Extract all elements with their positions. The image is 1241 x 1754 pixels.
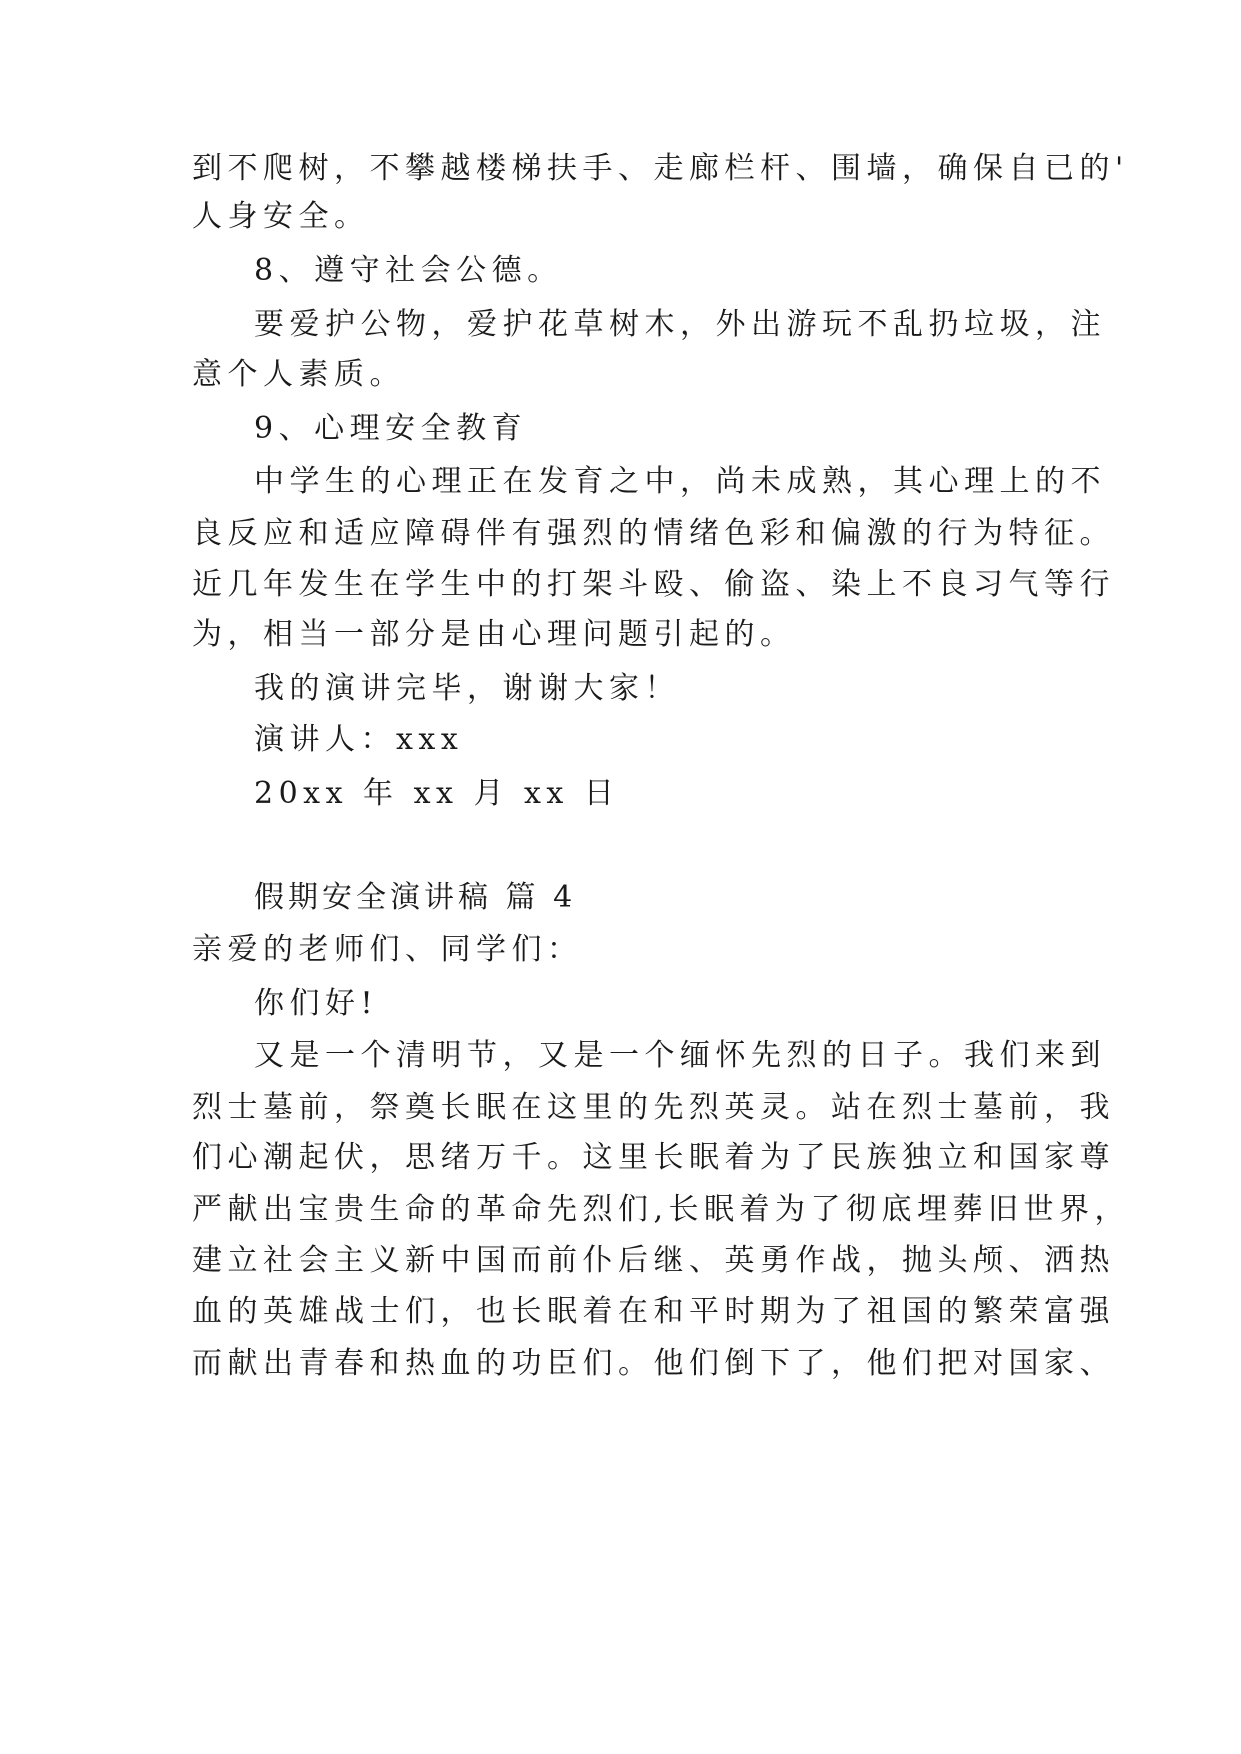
section-heading-9: 9、心理安全教育 [254,411,528,446]
paragraph-line: 严献出宝贵生命的革命先烈们,长眠着为了彻底埋葬旧世界， [192,1192,1131,1227]
article-title: 假期安全演讲稿 篇 4 [254,880,577,915]
salutation: 亲爱的老师们、同学们： [192,932,583,967]
paragraph-line: 中学生的心理正在发育之中，尚未成熟，其心理上的不 [254,464,1106,499]
paragraph-line: 烈士墓前，祭奠长眠在这里的先烈英灵。站在烈士墓前，我 [192,1090,1115,1125]
greeting: 你们好! [254,986,379,1021]
paragraph-line: 们心潮起伏，思绪万千。这里长眠着为了民族独立和国家尊 [192,1140,1115,1175]
paragraph-line: 建立社会主义新中国而前仆后继、英勇作战，抛头颅、洒热 [192,1243,1115,1278]
paragraph-line: 为，相当一部分是由心理问题引起的。 [192,617,796,652]
closing-line: 我的演讲完毕，谢谢大家！ [254,671,680,706]
paragraph-line: 而献出青春和热血的功臣们。他们倒下了，他们把对国家、 [192,1346,1115,1381]
paragraph-line: 到不爬树，不攀越楼梯扶手、走廊栏杆、围墙，确保自已的' [192,151,1129,186]
paragraph-line: 人身安全。 [192,199,370,234]
paragraph-line: 血的英雄战士们，也长眠着在和平时期为了祖国的繁荣富强 [192,1294,1115,1329]
paragraph-line: 要爱护公物，爱护花草树木，外出游玩不乱扔垃圾，注 [254,307,1106,342]
section-heading-8: 8、遵守社会公德。 [254,253,563,288]
paragraph-line: 近几年发生在学生中的打架斗殴、偷盗、染上不良习气等行 [192,567,1115,602]
paragraph-line: 又是一个清明节，又是一个缅怀先烈的日子。我们来到 [254,1038,1106,1073]
speaker-line: 演讲人：xxx [254,722,464,757]
date-line: 20xx 年 xx 月 xx 日 [254,776,620,811]
paragraph-line: 良反应和适应障碍伴有强烈的情绪色彩和偏激的行为特征。 [192,516,1115,551]
paragraph-line: 意个人素质。 [192,357,405,392]
